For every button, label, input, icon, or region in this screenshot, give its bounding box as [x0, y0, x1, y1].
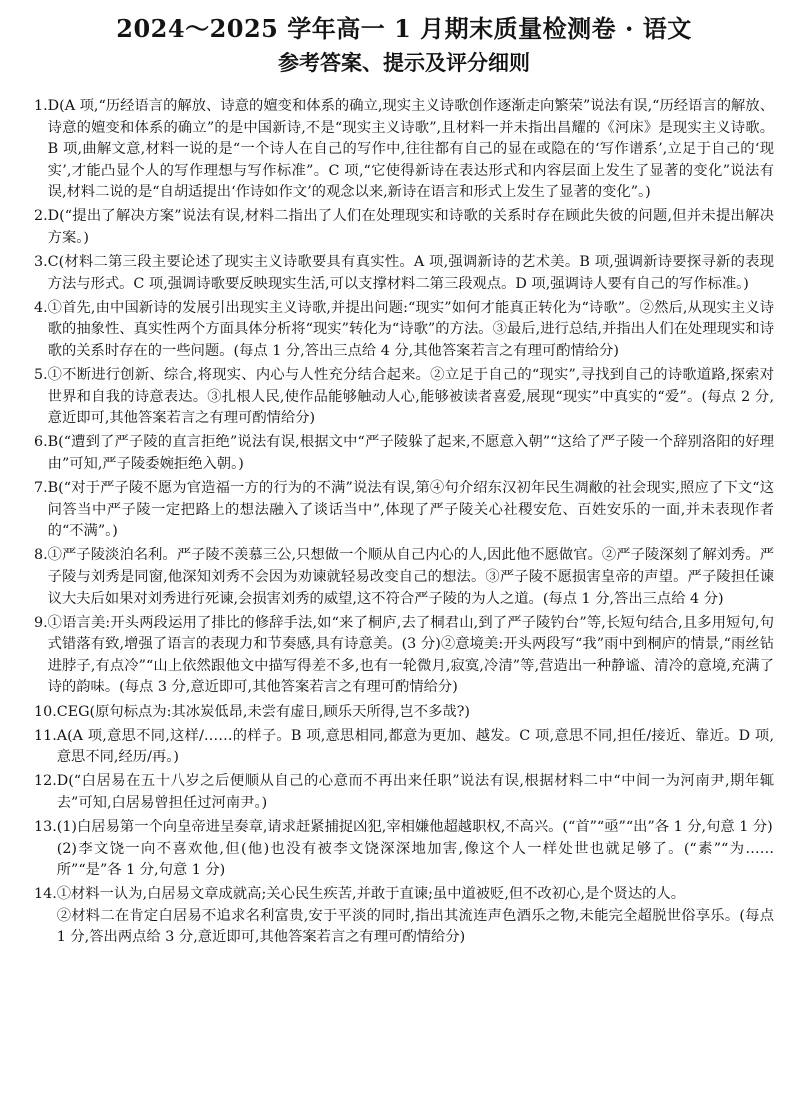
answer-item-14: [34, 884, 774, 949]
item-text: ①语言美:开头两段运用了排比的修辞手法,如“来了桐庐,去了桐君山,到了严子陵钓台”等,长短句结合,且多用短句,句式错落有致,增强了语言的表现力和节奏感,具有诗意美。(3 分)②意境美:开头两段写“我”雨中到桐庐的情景,“雨丝钻进脖子,有点冷”“山上依然跟他文中描写得差不多,也有一轮微月,寂寞,冷清”等,营造出一种静谧、清冷的意境,充满了诗的韵味。(每点 3 分,意近即可,其他答案若言之有理可酌情给分): [47, 614, 774, 696]
item-number: 1.: [34, 98, 48, 114]
answer-item-7: [34, 478, 774, 543]
answer-item-13: [34, 817, 774, 882]
item-text-part-1: ①材料一认为,白居易文章成就高;关心民生疾苦,并敢于直谏;虽中道被贬,但不改初心,是个贤达的人。: [56, 886, 686, 903]
item-number: 11.: [34, 727, 57, 744]
answer-item-10: [34, 702, 774, 724]
item-number: 7.: [34, 480, 48, 497]
item-text: ①首先,由中国新诗的发展引出现实主义诗歌,并提出问题:“现实”如何才能真正转化为“诗歌”。②然后,从现实主义诗歌的抽象性、真实性两个方面具体分析将“现实”转化为“诗歌”的方法。③最后,进行总结,并指出人们在处理现实和诗歌的关系时存在的一些问题。(每点 1 分,答出三点给 4 分,其他答案若言之有理可酌情给分): [47, 299, 774, 360]
item-text: C(材料二第三段主要论述了现实主义诗歌要具有真实性。A 项,强调新诗的艺术美。B 项,强调新诗要探寻新的表现方法与形式。C 项,强调诗歌要反映现实生活,可以支撑材料二第三段观点。D 项,强调诗人要有自己的写作标准。): [47, 254, 774, 292]
item-number: 8.: [34, 547, 48, 564]
item-text: B(“对于严子陵不愿为官造福一方的行为的不满”说法有误,第④句介绍东汉初年民生凋敝的社会现实,照应了下文“这问答当中严子陵一定把路上的想法融入了谈话当中”,体现了严子陵关心社稷安危、百姓安乐的一面,并未表现作者的“不满”。): [47, 480, 774, 540]
answer-item-3: [34, 252, 774, 295]
item-text: A(A 项,意思不同,这样/……的样子。B 项,意思相同,都意为更加、越发。C 项,意思不同,担任/接近、靠近。D 项,意思不同,经历/再。): [56, 727, 774, 766]
answer-item-4: [34, 298, 774, 363]
item-number: 4.: [34, 299, 48, 316]
item-text: D(A 项,“历经语言的解放、诗意的嬗变和体系的确立,现实主义诗歌创作逐渐走向繁荣”说法有误,“历经语言的解放、诗意的嬗变和体系的确立”的是中国新诗,不是“现实主义诗歌”,且材料一并未指出昌耀的《河床》是现实主义诗歌。B 项,曲解文意,材料一说的是“一个诗人在自己的写作中,往往都有自己的显在或隐在的‘写作谱系’,立足于自己的‘现实’,才能凸显个人的写作理想与写作标准”。C 项,“它使得新诗在表达形式和内容层面上发生了显著的变化”说法有误,材料二说的是“自胡适提出‘作诗如作文’的观念以来,新诗在语言和形式上发生了显著的变化”。): [47, 98, 774, 201]
item-text-part-1: (1)白居易第一个向皇帝进呈奏章,请求赶紧捕捉凶犯,宰相嫌他超越职权,不高兴。(“首”“亟”“出”各 1 分,句意 1 分): [56, 819, 773, 835]
item-text: B(“遭到了严子陵的直言拒绝”说法有误,根据文中“严子陵躲了起来,不愿意入朝”“这给了严子陵一个辞别洛阳的好理由”可知,严子陵委婉拒绝入朝。): [47, 434, 774, 472]
answer-item-11: [34, 726, 774, 769]
answer-item-9: [34, 613, 774, 699]
answer-item-8: [34, 545, 774, 610]
item-text: ①不断进行创新、综合,将现实、内心与人性充分结合起来。②立足于自己的“现实”,寻找到自己的诗歌道路,探索对世界和自我的诗意表达。③扎根人民,使作品能够触动人心,能够被读者喜爱,展现“现实”中真实的“爱”。(每点 2 分,意近即可,其他答案若言之有理可酌情给分): [47, 367, 774, 427]
item-text: CEG(原句标点为:其冰炭低昂,未尝有虚日,顾乐天所得,岂不多哉?): [56, 703, 470, 720]
item-number: 5.: [34, 367, 48, 384]
item-text-part-2: (2)李文饶一向不喜欢他,但(他)也没有被李文饶深深地加害,像这个人一样处世也就足够了。(“素”“为……所”“是”各 1 分,句意 1 分): [56, 840, 774, 879]
item-number: 14.: [34, 886, 57, 903]
item-text: ①严子陵淡泊名利。严子陵不羡慕三公,只想做一个顺从自己内心的人,因此他不愿做官。②严子陵深刻了解刘秀。严子陵与刘秀是同窗,他深知刘秀不会因为劝谏就轻易改变自己的想法。③严子陵不愿损害皇帝的声望。严子陵担任谏议大夫后如果对刘秀进行死谏,会损害刘秀的威望,这不符合严子陵的为人之道。(每点 1 分,答出三点给 4 分): [47, 547, 774, 607]
answer-item-1: [34, 96, 774, 204]
answer-item-2: [34, 206, 774, 249]
answer-item-12: [34, 771, 774, 814]
item-number: 2.: [34, 208, 48, 225]
answer-item-5: [34, 365, 774, 430]
item-number: 12.: [34, 773, 57, 790]
item-body: [57, 817, 774, 882]
item-number: 10.: [34, 703, 57, 720]
page-subtitle: 参考答案、提示及评分细则: [278, 50, 530, 75]
answer-item-6: [34, 432, 774, 475]
item-number: 3.: [34, 254, 48, 271]
item-number: 9.: [34, 614, 48, 631]
page-title: 2024～2025 学年高一 1 月期末质量检测卷 · 语文: [116, 14, 692, 43]
item-text: D(“提出了解决方案”说法有误,材料二指出了人们在处理现实和诗歌的关系时存在顾此失彼的问题,但并未提出解决方案。): [47, 208, 774, 247]
item-number: 13.: [34, 819, 57, 835]
item-body: [57, 884, 774, 949]
item-number: 6.: [34, 434, 48, 451]
item-text-part-2: ②材料二在肯定白居易不追求名利富贵,安于平淡的同时,指出其流连声色酒乐之物,未能完全超脱世俗享乐。(每点 1 分,答出两点给 3 分,意近即可,其他答案若言之有理可酌情给分): [56, 907, 774, 946]
item-text: D(“白居易在五十八岁之后便顺从自己的心意而不再出来任职”说法有误,根据材料二中“中间一为河南尹,期年辄去”可知,白居易曾担任过河南尹。): [56, 773, 774, 811]
